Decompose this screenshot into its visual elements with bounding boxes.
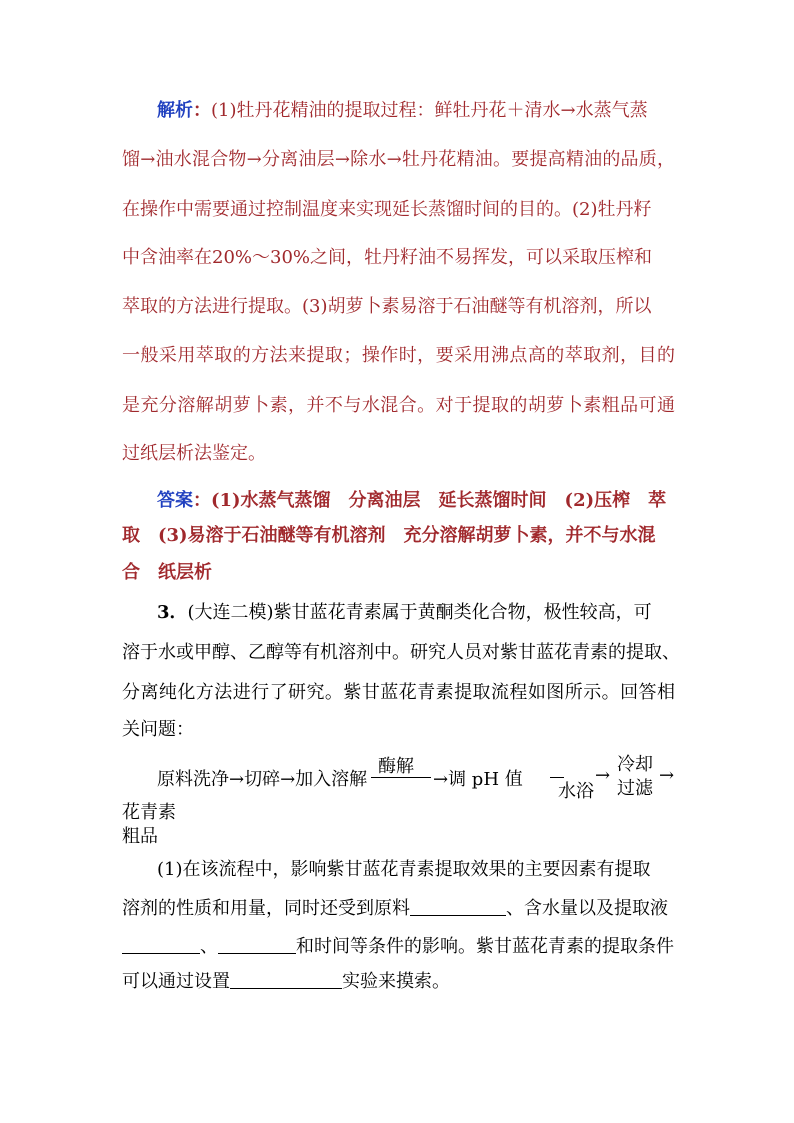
sub1-line-3-sep: 、	[200, 936, 218, 957]
answer-line-3: 合 纸层析	[122, 562, 212, 583]
flow-step-enzyme-label: 酶解	[378, 756, 414, 777]
flow-step-cool-label: 冷却	[617, 754, 653, 775]
answer-colon: ：	[193, 490, 211, 511]
answer-text-1: (1)水蒸气蒸馏 分离油层 延长蒸馏时间 (2)压榨 萃	[211, 490, 667, 511]
answer-blank-extract-1[interactable]	[122, 937, 200, 954]
sub1-line-3	[122, 935, 674, 959]
analysis-line-8: 过纸层析法鉴定。	[122, 443, 266, 464]
answer-blank-extract-2[interactable]	[218, 937, 296, 954]
analysis-label: 解析	[157, 100, 193, 121]
sub1-line-2-after: 、含水量以及提取液	[506, 898, 668, 919]
sub1-line-4-text: 可以通过设置	[122, 971, 230, 992]
flow-step-waterbath-label: 水浴	[558, 781, 594, 802]
extraction-flow-diagram	[157, 752, 687, 812]
question-3-line-3: 分离纯化方法进行了研究。紫甘蓝花青素提取流程如图所示。回答相	[122, 682, 675, 703]
sub1-line-4	[122, 970, 450, 994]
flow-step-ph: →调 pH 值	[433, 769, 523, 790]
flow-step-filter-label: 过滤	[617, 778, 653, 799]
question-3-line-1	[157, 601, 652, 625]
sub1-line-2	[122, 897, 668, 921]
flow-arrow-enzyme	[371, 777, 431, 778]
sub1-line-4-after: 实验来摸索。	[342, 971, 450, 992]
analysis-line-2: 馏→油水混合物→分离油层→除水→牡丹花精油。要提高精油的品质，	[122, 149, 675, 170]
flow-arrow-1: →	[595, 765, 611, 786]
analysis-line-5: 萃取的方法进行提取。(3)胡萝卜素易溶于石油醚等有机溶剂，所以	[122, 296, 652, 317]
question-3-line-4: 关问题：	[122, 719, 194, 740]
question-number: 3．	[157, 602, 188, 623]
analysis-line-6: 一般采用萃取的方法来提取；操作时，要采用沸点高的萃取剂，目的	[122, 345, 675, 366]
question-3-line-2: 溶于水或甲醇、乙醇等有机溶剂中。研究人员对紫甘蓝花青素的提取、	[122, 642, 680, 663]
analysis-text-1: (1)牡丹花精油的提取过程：鲜牡丹花＋清水→水蒸气蒸	[211, 100, 648, 121]
question-source: (大连二模)	[187, 602, 274, 623]
question-text-1: 紫甘蓝花青素属于黄酮类化合物，极性较高，可	[273, 602, 652, 623]
answer-label: 答案	[157, 490, 193, 511]
answer-blank-raw-material[interactable]	[410, 899, 506, 916]
analysis-colon: ：	[193, 100, 211, 121]
sub1-line-3-after: 和时间等条件的影响。紫甘蓝花青素的提取条件	[296, 936, 674, 957]
answer-blank-experiment[interactable]	[230, 972, 342, 989]
sub1-line-2-text: 溶剂的性质和用量，同时还受到原料	[122, 898, 410, 919]
analysis-line-7: 是充分溶解胡萝卜素，并不与水混合。对于提取的胡萝卜素粗品可通	[122, 395, 675, 416]
analysis-line-1	[157, 99, 648, 123]
analysis-line-3: 在操作中需要通过控制温度来实现延长蒸馏时间的目的。(2)牡丹籽	[122, 199, 652, 220]
flow-product-line-2: 粗品	[122, 826, 158, 847]
answer-line-1	[157, 489, 666, 513]
flow-main-steps: 原料洗净→切碎→加入溶解	[157, 769, 368, 790]
flow-product-line-1: 花青素	[122, 802, 176, 823]
flow-arrow-2: →	[659, 765, 675, 786]
sub1-line-1: (1)在该流程中，影响紫甘蓝花青素提取效果的主要因素有提取	[157, 859, 651, 880]
analysis-line-4: 中含油率在20%～30%之间，牡丹籽油不易挥发，可以采取压榨和	[122, 247, 653, 268]
answer-line-2: 取 (3)易溶于石油醚等有机溶剂 充分溶解胡萝卜素，并不与水混	[122, 525, 656, 546]
